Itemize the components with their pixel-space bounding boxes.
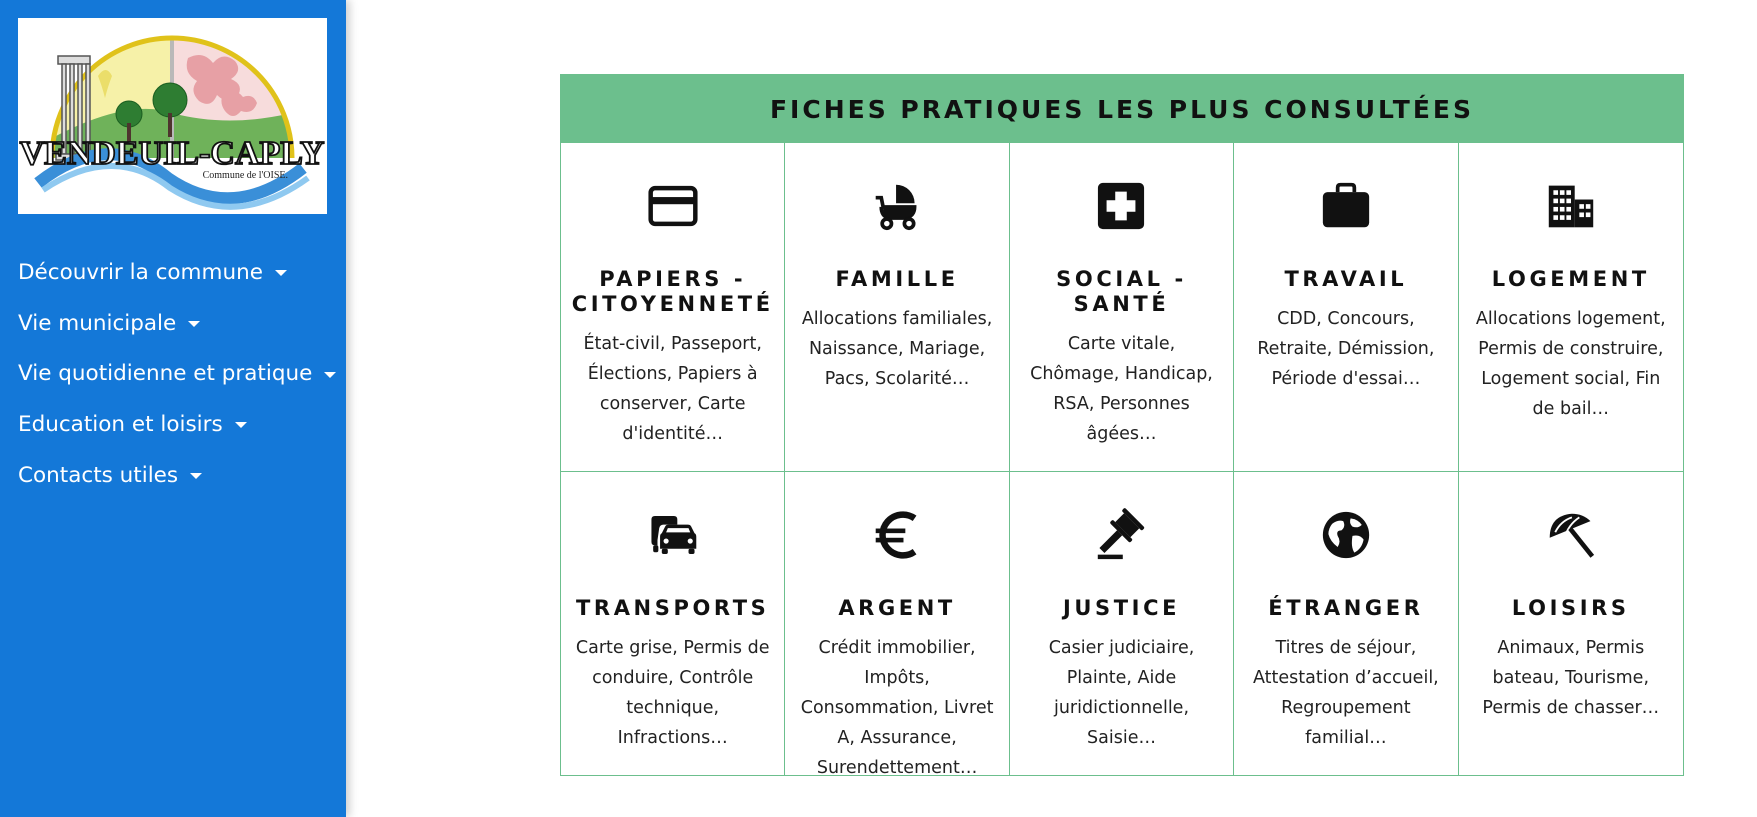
fiche-title: SOCIAL - SANTÉ: [1056, 267, 1187, 316]
euro-icon: [872, 510, 922, 560]
fiche-title: LOGEMENT: [1491, 267, 1650, 291]
fiche-social-sante[interactable]: [1010, 143, 1234, 472]
fiche-title: TRAVAIL: [1284, 267, 1408, 291]
nav-item-education[interactable]: [18, 399, 336, 450]
svg-text:Commune de l'OISE.: Commune de l'OISE.: [202, 170, 288, 181]
fiche-description: Allocations familiales, Naissance, Mariage, Pacs, Scolarité…: [801, 309, 993, 389]
nav-item-decouvrir[interactable]: [18, 247, 336, 298]
gavel-icon: [1096, 510, 1146, 560]
briefcase-icon: [1321, 181, 1371, 231]
fiches-grid: [561, 143, 1683, 778]
panel-title: FICHES PRATIQUES LES PLUS CONSULTÉES: [561, 75, 1683, 143]
fiche-title: ÉTRANGER: [1268, 596, 1424, 620]
fiche-description: Casier judiciaire, Plainte, Aide juridictionnelle, Saisie…: [1048, 638, 1195, 748]
fiche-description: Crédit immobilier, Impôts, Consommation, Livret A, Assurance, Surendettement…: [800, 638, 994, 778]
caret-down-icon: [275, 270, 287, 276]
fiche-loisirs[interactable]: [1459, 472, 1683, 775]
fiche-description: Carte grise, Permis de conduire, Contrôle technique, Infractions…: [575, 638, 770, 748]
fiche-description: CDD, Concours, Retraite, Démission, Période d'essai…: [1257, 309, 1435, 389]
fiche-description: Allocations logement, Permis de construire, Logement social, Fin de bail…: [1475, 309, 1666, 419]
nav-item-label: Vie municipale: [18, 310, 177, 336]
credit-card-icon: [648, 181, 698, 231]
fiche-description: Carte vitale, Chômage, Handicap, RSA, Personnes âgées…: [1030, 334, 1213, 444]
nav-item-vie-municipale[interactable]: [18, 298, 336, 349]
caret-down-icon: [190, 473, 202, 479]
fiche-travail[interactable]: [1234, 143, 1458, 472]
baby-carriage-icon: [872, 181, 922, 231]
fiche-title: PAPIERS - CITOYENNETÉ: [571, 267, 774, 316]
fiche-description: État-civil, Passeport, Élections, Papiers à conserver, Carte d'identité…: [583, 334, 762, 444]
medical-cross-icon: [1096, 181, 1146, 231]
fiche-title: LOISIRS: [1511, 596, 1630, 620]
fiche-title: JUSTICE: [1062, 596, 1181, 620]
nav-item-contacts[interactable]: [18, 450, 336, 501]
fiche-justice[interactable]: [1010, 472, 1234, 775]
nav-item-label: Contacts utiles: [18, 462, 179, 488]
fiche-transports[interactable]: [561, 472, 785, 775]
svg-text:VENDEUIL-CAPLY: VENDEUIL-CAPLY: [19, 135, 325, 172]
nav-item-label: Education et loisirs: [18, 411, 223, 437]
fiche-title: ARGENT: [838, 596, 956, 620]
caret-down-icon: [235, 422, 247, 428]
globe-icon: [1321, 510, 1371, 560]
fiche-famille[interactable]: [785, 143, 1009, 472]
building-icon: [1546, 181, 1596, 231]
logo-emblem-icon: [18, 18, 327, 214]
nav-item-vie-quotidienne[interactable]: [18, 348, 336, 399]
nav-item-label: Vie quotidienne et pratique: [18, 361, 313, 387]
nav-item-label: Découvrir la commune: [18, 259, 263, 285]
sidebar: [0, 0, 346, 817]
transport-icon: [648, 510, 698, 560]
umbrella-beach-icon: [1546, 510, 1596, 560]
fiche-description: Animaux, Permis bateau, Tourisme, Permis de chasser…: [1482, 638, 1660, 718]
fiche-argent[interactable]: [785, 472, 1009, 778]
fiches-pratiques-panel: [560, 74, 1684, 776]
caret-down-icon: [188, 321, 200, 327]
commune-logo[interactable]: [18, 18, 327, 214]
fiche-papiers-citoyennete[interactable]: [561, 143, 785, 472]
main-nav: [18, 247, 336, 500]
fiche-description: Titres de séjour, Attestation d’accueil, Regroupement familial…: [1253, 638, 1439, 748]
caret-down-icon: [324, 372, 336, 378]
fiche-logement[interactable]: [1459, 143, 1683, 472]
fiche-title: FAMILLE: [835, 267, 959, 291]
fiche-title: TRANSPORTS: [576, 596, 770, 620]
fiche-etranger[interactable]: [1234, 472, 1458, 775]
